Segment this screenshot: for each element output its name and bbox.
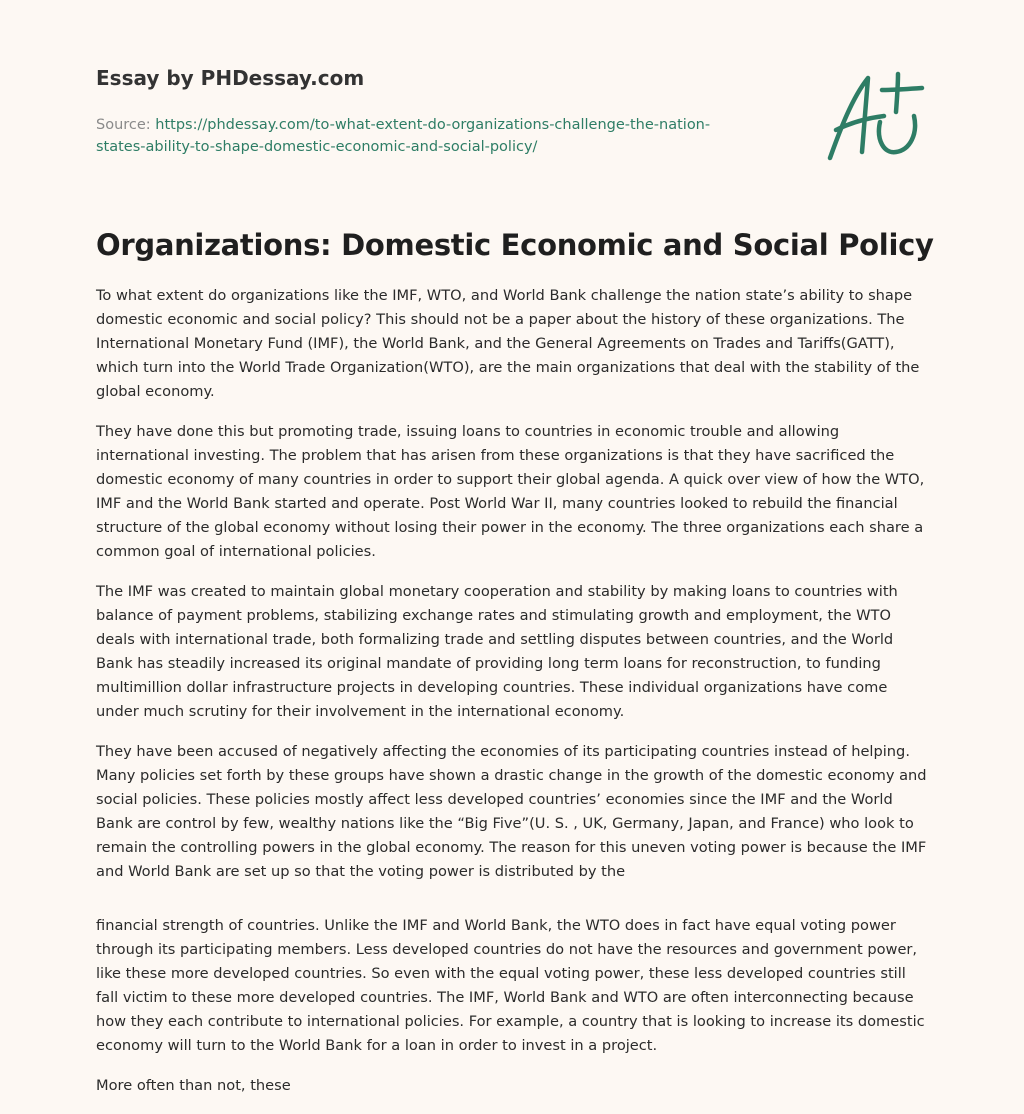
source-link[interactable]: https://phdessay.com/to-what-extent-do-organizations-challenge-the-nation-states-ability-to-shape-domestic-economic-and-social-policy/ (96, 117, 711, 155)
paragraph: They have done this but promoting trade, issuing loans to countries in economic trouble and allowing international investing. The problem that has arisen from these organizations is that they have sacrificed the domestic economy of many countries in order to support their global agenda. A quick over view of how the WTO, IMF and the World Bank started and operate. Post World War II, many countries looked to rebuild the financial structure of the global economy without losing their power in the economy. The three organizations each share a common goal of international policies. (96, 423, 925, 560)
paragraph: financial strength of countries. Unlike the IMF and World Bank, the WTO does in fact have equal voting power through its participating members. Less developed countries do not have the resources and government power, like these more developed countries. So even with the equal voting power, these less developed countries still fall victim to these more developed countries. The IMF, World Bank and WTO are often interconnecting because how they each contribute to international policies. For example, a country that is looking to increase its domestic economy will turn to the World Bank for a loan in order to invest in a project. (96, 917, 925, 1054)
site-brand: Essay by PHDessay.com (96, 66, 365, 90)
paragraph: The IMF was created to maintain global monetary cooperation and stability by making loans to countries with balance of payment problems, stabilizing exchange rates and stimulating growth and employment, the WTO deals with international trade, both formalizing trade and settling disputes between countries, and the World Bank has steadily increased its original mandate of providing long term loans for reconstruction, to funding multimillion dollar infrastructure projects in developing countries. These individual organizations have come under much scrutiny for their involvement in the international economy. (96, 583, 898, 720)
source-label: Source: (96, 117, 156, 133)
page-header (96, 64, 756, 158)
article-body (96, 284, 932, 1114)
paragraph: To what extent do organizations like the IMF, WTO, and World Bank challenge the nation state’s ability to shape domestic economic and social policy? This should not be a paper about the history of these organizations. The International Monetary Fund (IMF), the World Bank, and the General Agreements on Trades and Tariffs(GATT), which turn into the World Trade Organization(WTO), are the main organizations that deal with the stability of the global economy. (96, 287, 920, 400)
article-title: Organizations: Domestic Economic and Social Policy (96, 228, 934, 262)
source-line (96, 114, 756, 158)
paragraph: They have been accused of negatively affecting the economies of its participating countries instead of helping. Many policies set forth by these groups have shown a drastic change in the growth of the domestic economy and social policies. These policies mostly affect less developed countries’ economies since the IMF and the World Bank are control by few, wealthy nations like the “Big Five”(U. S. , UK, Germany, Japan, and France) who look to remain the controlling powers in the global economy. The reason for this uneven voting power is because the IMF and World Bank are set up so that the voting power is distributed by the (96, 743, 927, 880)
paragraph: More often than not, these (96, 1077, 291, 1094)
a-plus-logo-icon (822, 68, 928, 164)
